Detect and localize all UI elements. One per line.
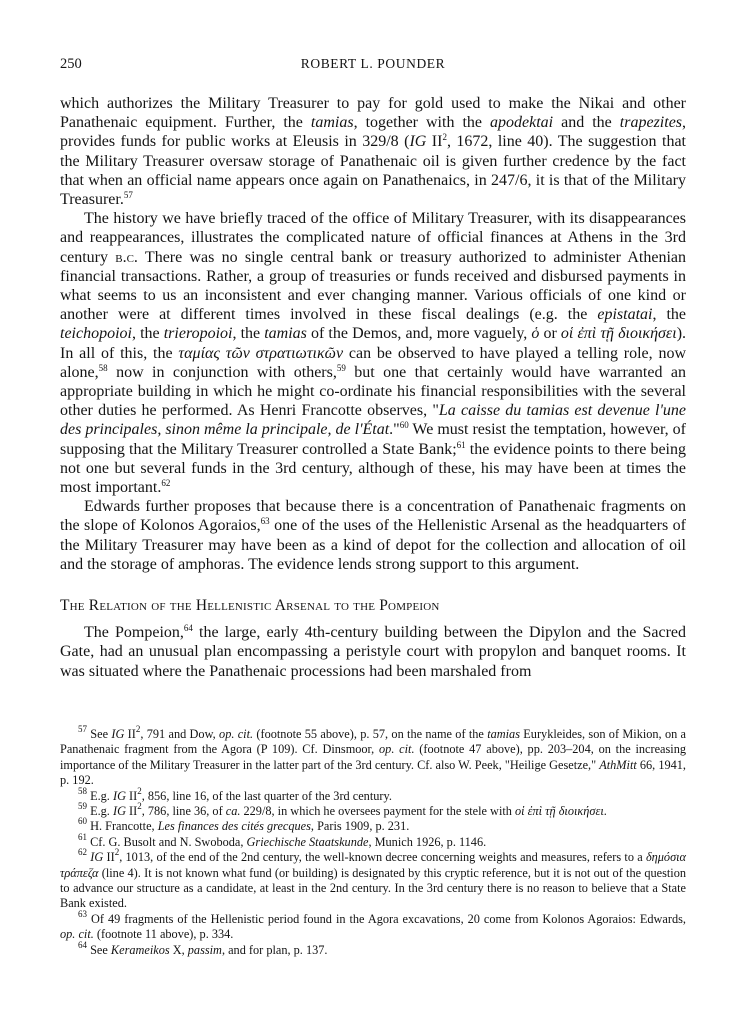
footnote-63: $^{63}$ Of 49 fragments of the Hellenistic period found in the Agora excavations, 20 come from Kolonos Agoraios: Edwards, op. cit. (footnote 11 above), p. 334. bbox=[60, 908, 686, 942]
italic-text: οἱ ἐπὶ τῇ διοικήσει bbox=[515, 804, 604, 819]
italic-text: IG bbox=[90, 850, 104, 865]
small-caps-text: b.c. bbox=[115, 248, 138, 266]
footnote-ref: 2 bbox=[135, 724, 141, 734]
italic-text: op. cit. bbox=[219, 727, 254, 741]
footnote-64: $^{64}$ See Kerameikos X, passim, and for plan, p. 137. bbox=[78, 939, 328, 957]
italic-text: ὁ bbox=[531, 325, 540, 343]
footnote-ref: 57 bbox=[78, 724, 87, 734]
footnote-59: $^{59}$ E.g. IG $II^2$, 786, line 36, of ca. 229/8, in which he oversees payment for the stele with οἱ ἐπὶ τῇ διοικήσει. bbox=[78, 801, 607, 819]
footnote-ref: 2 bbox=[137, 801, 142, 812]
italic-text: IG bbox=[111, 727, 125, 741]
footnote-ref: 62 bbox=[161, 478, 171, 489]
footnote-62: $^{62}$ IG $II^2$, 1013, of the end of the 2nd century, the well-known decree concerning weights and measures, refers to a δημόσια τράπεζα (line 4). It is not known what fund (or building) is designated by this cryptic reference, but it is not out of the question to advance our structure as a candidate, at least in the 2nd century. In the 3rd century there is no reason to believe that a State Bank existed. bbox=[60, 847, 687, 911]
footnote-ref: 64 bbox=[78, 939, 87, 950]
italic-text: op. cit. bbox=[379, 742, 415, 757]
footnote-ref: 57 bbox=[123, 190, 133, 201]
footnote-ref: 2 bbox=[114, 847, 120, 858]
italic-text: Kerameikos bbox=[110, 942, 170, 957]
footnote-ref: 58 bbox=[98, 362, 108, 373]
italic-text: passim bbox=[187, 942, 222, 957]
paragraph: Edwards further proposes that because there is a concentration of Panathenaic fragments on the slope of Kolonos Agoraios,$^{63}$ one of the uses of the Hellenistic Arsenal as the headquarters of the Military Treasurer may have been as a kind of depot for the collection and allocation of oil and the storage of amphoras. The evidence lends strong support to this argument. bbox=[60, 498, 686, 573]
footnote-ref: 60 bbox=[78, 816, 87, 827]
footnote-ref: 58 bbox=[78, 785, 87, 796]
footnote-61: $^{61}$ Cf. G. Busolt and N. Swoboda, Griechische Staatskunde, Munich 1926, p. 1146. bbox=[78, 831, 487, 849]
footnote-ref: 61 bbox=[78, 831, 87, 842]
italic-text: IG bbox=[409, 133, 427, 151]
body-text bbox=[60, 94, 686, 681]
paragraph: The Pompeion,$^{64}$ the large, early 4th-century building between the Dipylon and the Sacred Gate, had an unusual plan encompassing a peristyle court with propylon and banquet rooms. It was situated where the Panathenaic processions had been marshaled from bbox=[60, 623, 686, 680]
footnote-ref: 60 bbox=[399, 420, 409, 431]
page-number: 250 bbox=[60, 56, 82, 72]
italic-text: tamias bbox=[487, 727, 520, 741]
italic-text: ca. bbox=[225, 804, 241, 819]
italic-text: La caisse du tamias est devenue l'une des principales, sinon même la principale, de l'État bbox=[60, 402, 686, 439]
paragraph: The history we have briefly traced of the office of Military Treasurer, with its disappearances and reappearances, illustrates the complicated nature of official finances at Athens in the 3rd century b.c. There was no single central bank or treasury authorized to administer Athenian financial transactions. Rather, a group of treasuries or funds received and disbursed payments in what seems to us an inconsistent and ever changing manner. Various officials of one kind or another were at different times involved in these fiscal dealings (e.g. the epistatai, the teichopoioi, the trieropoioi, the tamias of the Demos, and, more vaguely, ὁ or οἱ ἐπὶ τῇ διοικήσει). In all of this, the ταμίας τῶν στρατιωτικῶν can be observed to have played a telling role, now alone,$^{58}$ now in conjunction with others,$^{59}$ but one that certainly would have warranted an appropriate building in which he might co-ordinate his financial responsibilities with the several other duties he performed. As Henri Francotte observes, "La caisse du tamias est devenue l'une des principales, sinon même la principale, de l'État."$^{60}$ We must resist the temptation, however, of supposing that the Military Treasurer controlled a State Bank;$^{61}$ the evidence points to there being not one but several funds in the 3rd century, although of these, his may have been at times the most important.$^{62}$ bbox=[60, 210, 687, 497]
running-head: ROBERT L. POUNDER bbox=[300, 56, 446, 71]
footnote-ref: 59 bbox=[78, 801, 87, 812]
footnote-ref: 59 bbox=[336, 362, 346, 373]
footnote-ref: 2 bbox=[442, 132, 447, 143]
footnote-ref: 63 bbox=[78, 908, 87, 919]
paragraph: which authorizes the Military Treasurer to pay for gold used to make the Nikai and other Panathenaic equipment. Further, the tamias, together with the apodektai and the trapezites, provides funds for public works at Eleusis in 329/8 (IG $II^2$, 1672, line 40). The suggestion that the Military Treasurer oversaw storage of Panathenaic oil is given further credence by the fact that when an official name appears once again on Panathenaics, in 247/6, it is that of the Military Treasurer.$^{57}$ bbox=[60, 95, 687, 209]
footnotes bbox=[60, 724, 687, 958]
italic-text: οἱ ἐπὶ τῇ διοικήσει bbox=[560, 325, 677, 343]
italic-text: AthMitt bbox=[599, 757, 637, 772]
italic-text: δημόσια τράπεζα bbox=[60, 850, 687, 880]
italic-text: trieropoioi bbox=[163, 325, 233, 343]
footnote-58: $^{58}$ E.g. IG $II^2$, 856, line 16, of the last quarter of the 3rd century. bbox=[78, 785, 392, 803]
italic-text: trapezites bbox=[619, 114, 683, 132]
italic-text: tamias bbox=[310, 114, 354, 132]
footnote-ref: 62 bbox=[78, 847, 87, 858]
italic-text: Griechische Staatskunde bbox=[246, 834, 369, 849]
footnote-ref: 63 bbox=[260, 516, 270, 527]
footnote-57: $^{57}$ See IG $II^2$, 791 and Dow, op. cit. (footnote 55 above), p. 57, on the name of the tamias Eurykleides, son of Mikion, on a Panathenaic fragment from the Agora (P 109). Cf. Dinsmoor, op. cit. (footnote 47 above), pp. 203–204, on the increasing importance of the Military Treasurer in the latter part of the 3rd century. Cf. also W. Peek, "Heilige Gesetze," AthMitt 66, 1941, p. 192. bbox=[60, 724, 687, 788]
footnote-ref: 64 bbox=[183, 623, 193, 634]
italic-text: IG bbox=[112, 804, 126, 819]
italic-text: op. cit. bbox=[60, 927, 94, 942]
footnote-ref: 61 bbox=[456, 439, 466, 450]
page-header bbox=[60, 56, 686, 78]
italic-text: ταμίας τῶν στρατιωτικῶν bbox=[178, 344, 344, 362]
italic-text: teichopoioi bbox=[60, 325, 132, 343]
section-heading: The Relation of the Hellenistic Arsenal to the Pompeion bbox=[60, 597, 440, 615]
italic-text: apodektai bbox=[490, 114, 554, 132]
footnote-ref: 2 bbox=[137, 785, 142, 796]
italic-text: epistatai bbox=[597, 306, 653, 324]
italic-text: tamias bbox=[264, 325, 307, 343]
italic-text: IG bbox=[112, 788, 126, 803]
italic-text: Les finances des cités grecques bbox=[157, 819, 311, 834]
footnote-60: $^{60}$ H. Francotte, Les finances des cités grecques, Paris 1909, p. 231. bbox=[78, 816, 410, 834]
